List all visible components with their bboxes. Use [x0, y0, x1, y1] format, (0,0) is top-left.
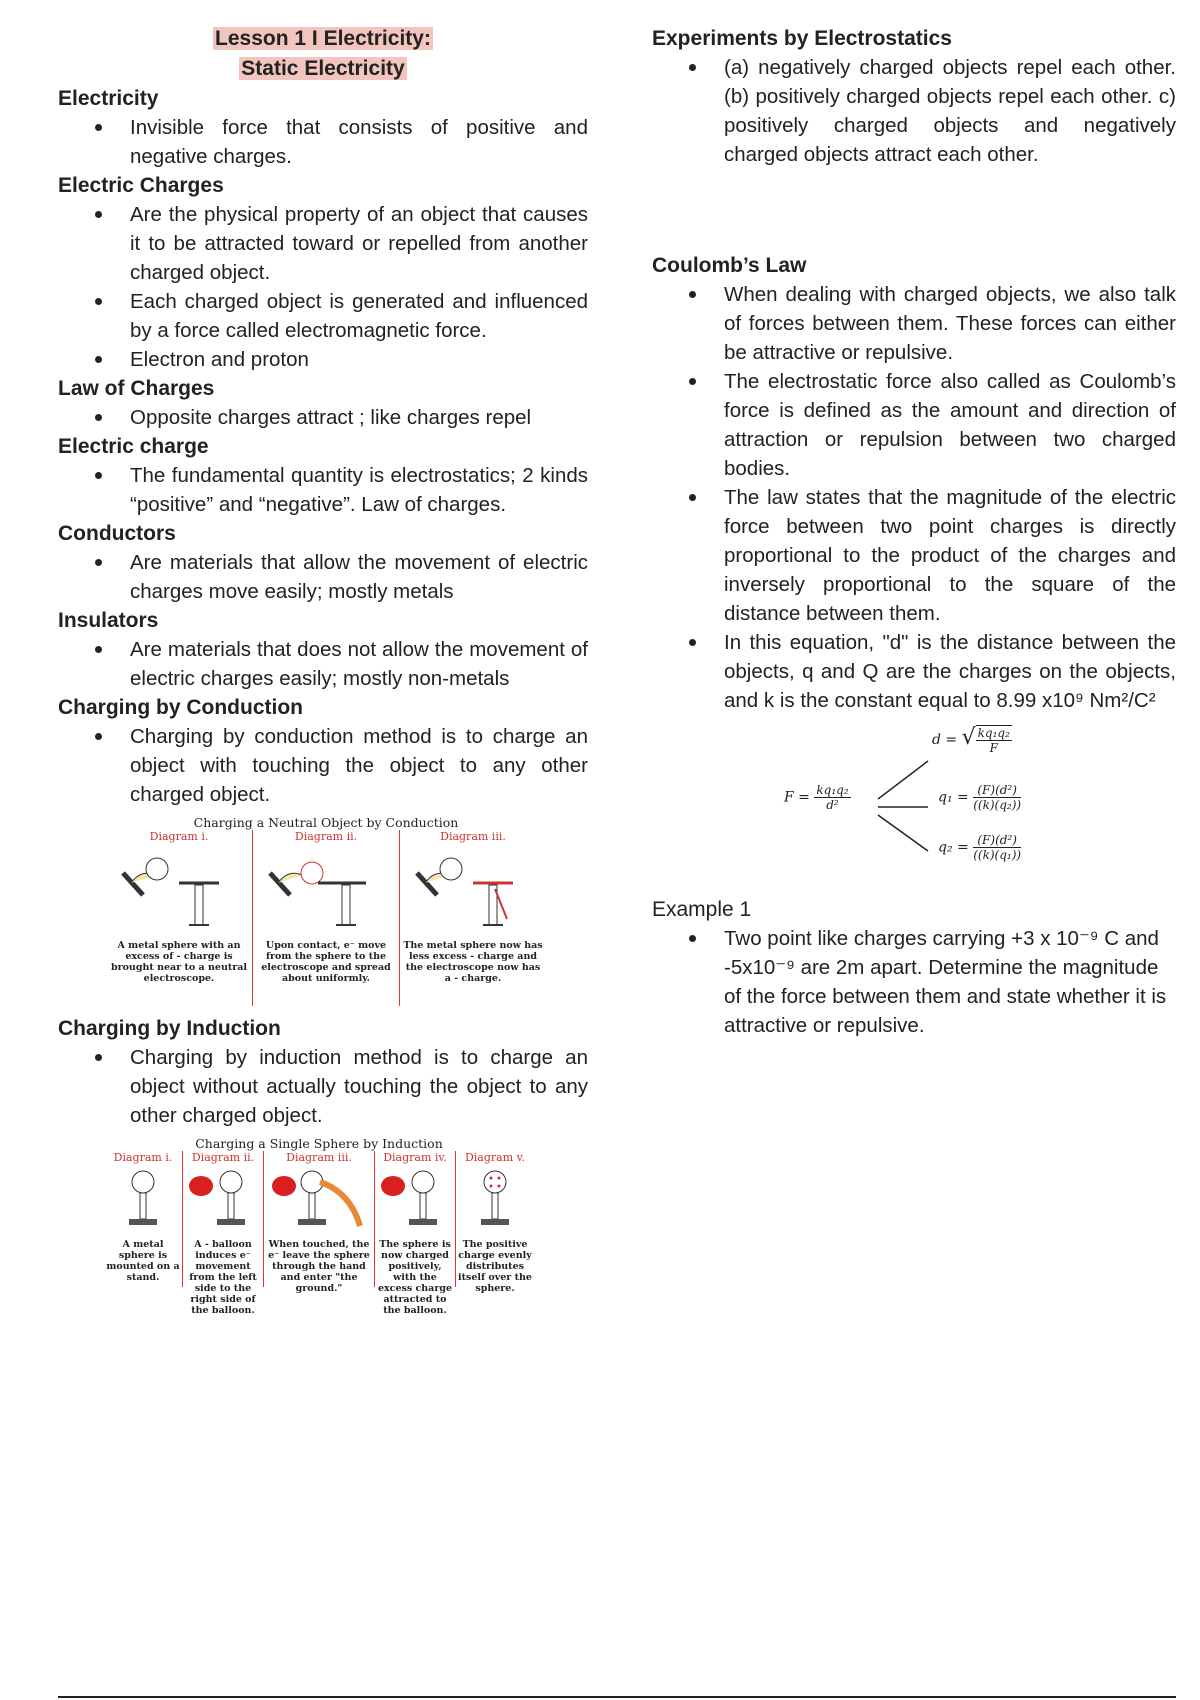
diagram-caption: Upon contact, e⁻ move from the sphere to the electroscope and spread about uniformly.: [261, 940, 391, 984]
diagram-caption: A metal sphere is mounted on a stand.: [106, 1239, 180, 1283]
list-item: Invisible force that consists of positive and negative charges.: [58, 113, 588, 171]
list-coulomb: [652, 280, 1176, 715]
equation-force: F = $\frac{\text{kq₁q₂}}{\text{d²}}$: [784, 783, 849, 812]
balloon-near-sphere-illustration: [183, 1164, 263, 1234]
list-item: Two point like charges carrying +3 x 10⁻⁹ C and -5x10⁻⁹ are 2m apart. Determine the magnitude of the force between them and state whether it is attractive or repulsive.: [652, 924, 1176, 1040]
equation-arrows: [874, 739, 944, 869]
list-example: [652, 924, 1176, 1040]
diagram-caption: The sphere is now charged positively, with the excess charge attracted to the balloon.: [377, 1239, 453, 1316]
charged-electroscope-illustration: [403, 843, 543, 935]
coulomb-equations: [652, 721, 1176, 889]
heading-electric-charges: Electric Charges: [58, 174, 224, 197]
diagram-caption: A - balloon induces e⁻ movement from the left side to the right side of the balloon.: [189, 1239, 257, 1316]
conduction-figure-title: Charging a Neutral Object by Conduction: [193, 815, 459, 830]
diagram-label: Diagram i.: [113, 1151, 173, 1164]
diagram-caption: When touched, the e⁻ leave the sphere through the hand and enter "the ground.": [268, 1239, 370, 1294]
sphere-electroscope-illustration: [109, 843, 249, 935]
heading-charging-by-induction: Charging by Induction: [58, 1017, 281, 1040]
induction-diagram-5: [455, 1151, 534, 1294]
grounding-illustration: [264, 1164, 374, 1234]
title-line-1: Lesson 1 I Electricity:: [215, 27, 431, 50]
sphere-on-stand-illustration: [113, 1164, 173, 1234]
diagram-label: Diagram ii.: [191, 1151, 255, 1164]
list-item: When dealing with charged objects, we also talk of forces between them. These forces can either be attractive or repulsive.: [652, 280, 1176, 367]
evenly-charged-sphere-illustration: [465, 1164, 525, 1234]
list-conduction: [58, 722, 588, 809]
list-insulators: [58, 635, 588, 693]
conduction-diagram-1: [106, 830, 252, 1006]
right-column: [652, 24, 1176, 1040]
heading-electric-charge: Electric charge: [58, 435, 209, 458]
equation-q2: q₂ = $\frac{\text{(F)(d²)}}{\text{((k)(q₁))}}$: [938, 833, 1022, 862]
induction-figure: [104, 1136, 534, 1316]
title-line-2: Static Electricity: [241, 57, 405, 80]
contact-illustration: [256, 843, 396, 935]
page-title: [58, 24, 588, 84]
list-item: Are materials that does not allow the movement of electric charges easily; mostly non-metals: [58, 635, 588, 693]
heading-experiments: Experiments by Electrostatics: [652, 27, 952, 50]
diagram-label: Diagram i.: [149, 830, 209, 843]
induction-diagram-4: [374, 1151, 455, 1316]
heading-charging-by-conduction: Charging by Conduction: [58, 696, 303, 719]
list-item: Charging by conduction method is to charge an object with touching the object to any other charged object.: [58, 722, 588, 809]
heading-insulators: Insulators: [58, 609, 159, 632]
list-electric-charges: [58, 200, 588, 374]
list-item: In this equation, "d" is the distance between the objects, q and Q are the charges on the objects, and k is the constant equal to 8.99 x10⁹ Nm²/C²: [652, 628, 1176, 715]
diagram-label: Diagram ii.: [294, 830, 358, 843]
list-conductors: [58, 548, 588, 606]
positive-sphere-illustration: [375, 1164, 455, 1234]
list-item: Are materials that allow the movement of electric charges move easily; mostly metals: [58, 548, 588, 606]
list-item: The law states that the magnitude of the electric force between two point charges is directly proportional to the product of the charges and inversely proportional to the square of the distance between them.: [652, 483, 1176, 628]
list-electricity: [58, 113, 588, 171]
heading-electricity: Electricity: [58, 87, 159, 110]
diagram-label: Diagram iii.: [440, 830, 506, 843]
list-item: Electron and proton: [58, 345, 588, 374]
left-column: [58, 24, 588, 1316]
conduction-figure: [106, 815, 546, 1006]
heading-conductors: Conductors: [58, 522, 176, 545]
list-law-of-charges: [58, 403, 588, 432]
heading-example-1: Example 1: [652, 898, 752, 921]
diagram-caption: A metal sphere with an excess of - charge is brought near to a neutral electroscope.: [110, 940, 248, 984]
list-induction: [58, 1043, 588, 1130]
list-electric-charge: [58, 461, 588, 519]
list-item: Each charged object is generated and influenced by a force called electromagnetic force.: [58, 287, 588, 345]
list-experiments: [652, 53, 1176, 169]
footer-divider: [58, 1696, 1176, 1698]
diagram-label: Diagram iv.: [383, 1151, 447, 1164]
induction-diagram-3: [263, 1151, 374, 1294]
diagram-caption: The metal sphere now has less excess - charge and the electroscope now has a - charge.: [403, 940, 543, 984]
induction-diagram-1: [104, 1151, 182, 1287]
list-item: (a) negatively charged objects repel each other. (b) positively charged objects repel each other. c) positively charged objects and negatively charged objects attract each other.: [652, 53, 1176, 169]
list-item: Charging by induction method is to charge an object without actually touching the object to any other charged object.: [58, 1043, 588, 1130]
list-item: The electrostatic force also called as Coulomb’s force is defined as the amount and direction of attraction or repulsion between two charged bodies.: [652, 367, 1176, 483]
heading-coulombs-law: Coulomb’s Law: [652, 254, 807, 277]
conduction-diagram-2: [252, 830, 399, 1006]
diagram-label: Diagram iii.: [286, 1151, 352, 1164]
list-item: Opposite charges attract ; like charges repel: [58, 403, 588, 432]
diagram-caption: The positive charge evenly distributes itself over the sphere.: [458, 1239, 532, 1294]
diagram-label: Diagram v.: [464, 1151, 526, 1164]
induction-figure-title: Charging a Single Sphere by Induction: [195, 1136, 443, 1151]
list-item: Are the physical property of an object that causes it to be attracted toward or repelled from another charged object.: [58, 200, 588, 287]
heading-law-of-charges: Law of Charges: [58, 377, 215, 400]
induction-diagram-2: [182, 1151, 263, 1316]
conduction-diagram-3: [399, 830, 546, 1006]
equation-distance: d = √ $\frac{\text{kq₁q₂}}{F}$: [932, 725, 1010, 755]
equation-q1: q₁ = $\frac{\text{(F)(d²)}}{\text{((k)(q₂))}}$: [938, 783, 1022, 812]
list-item: The fundamental quantity is electrostatics; 2 kinds “positive” and “negative”. Law of charges.: [58, 461, 588, 519]
